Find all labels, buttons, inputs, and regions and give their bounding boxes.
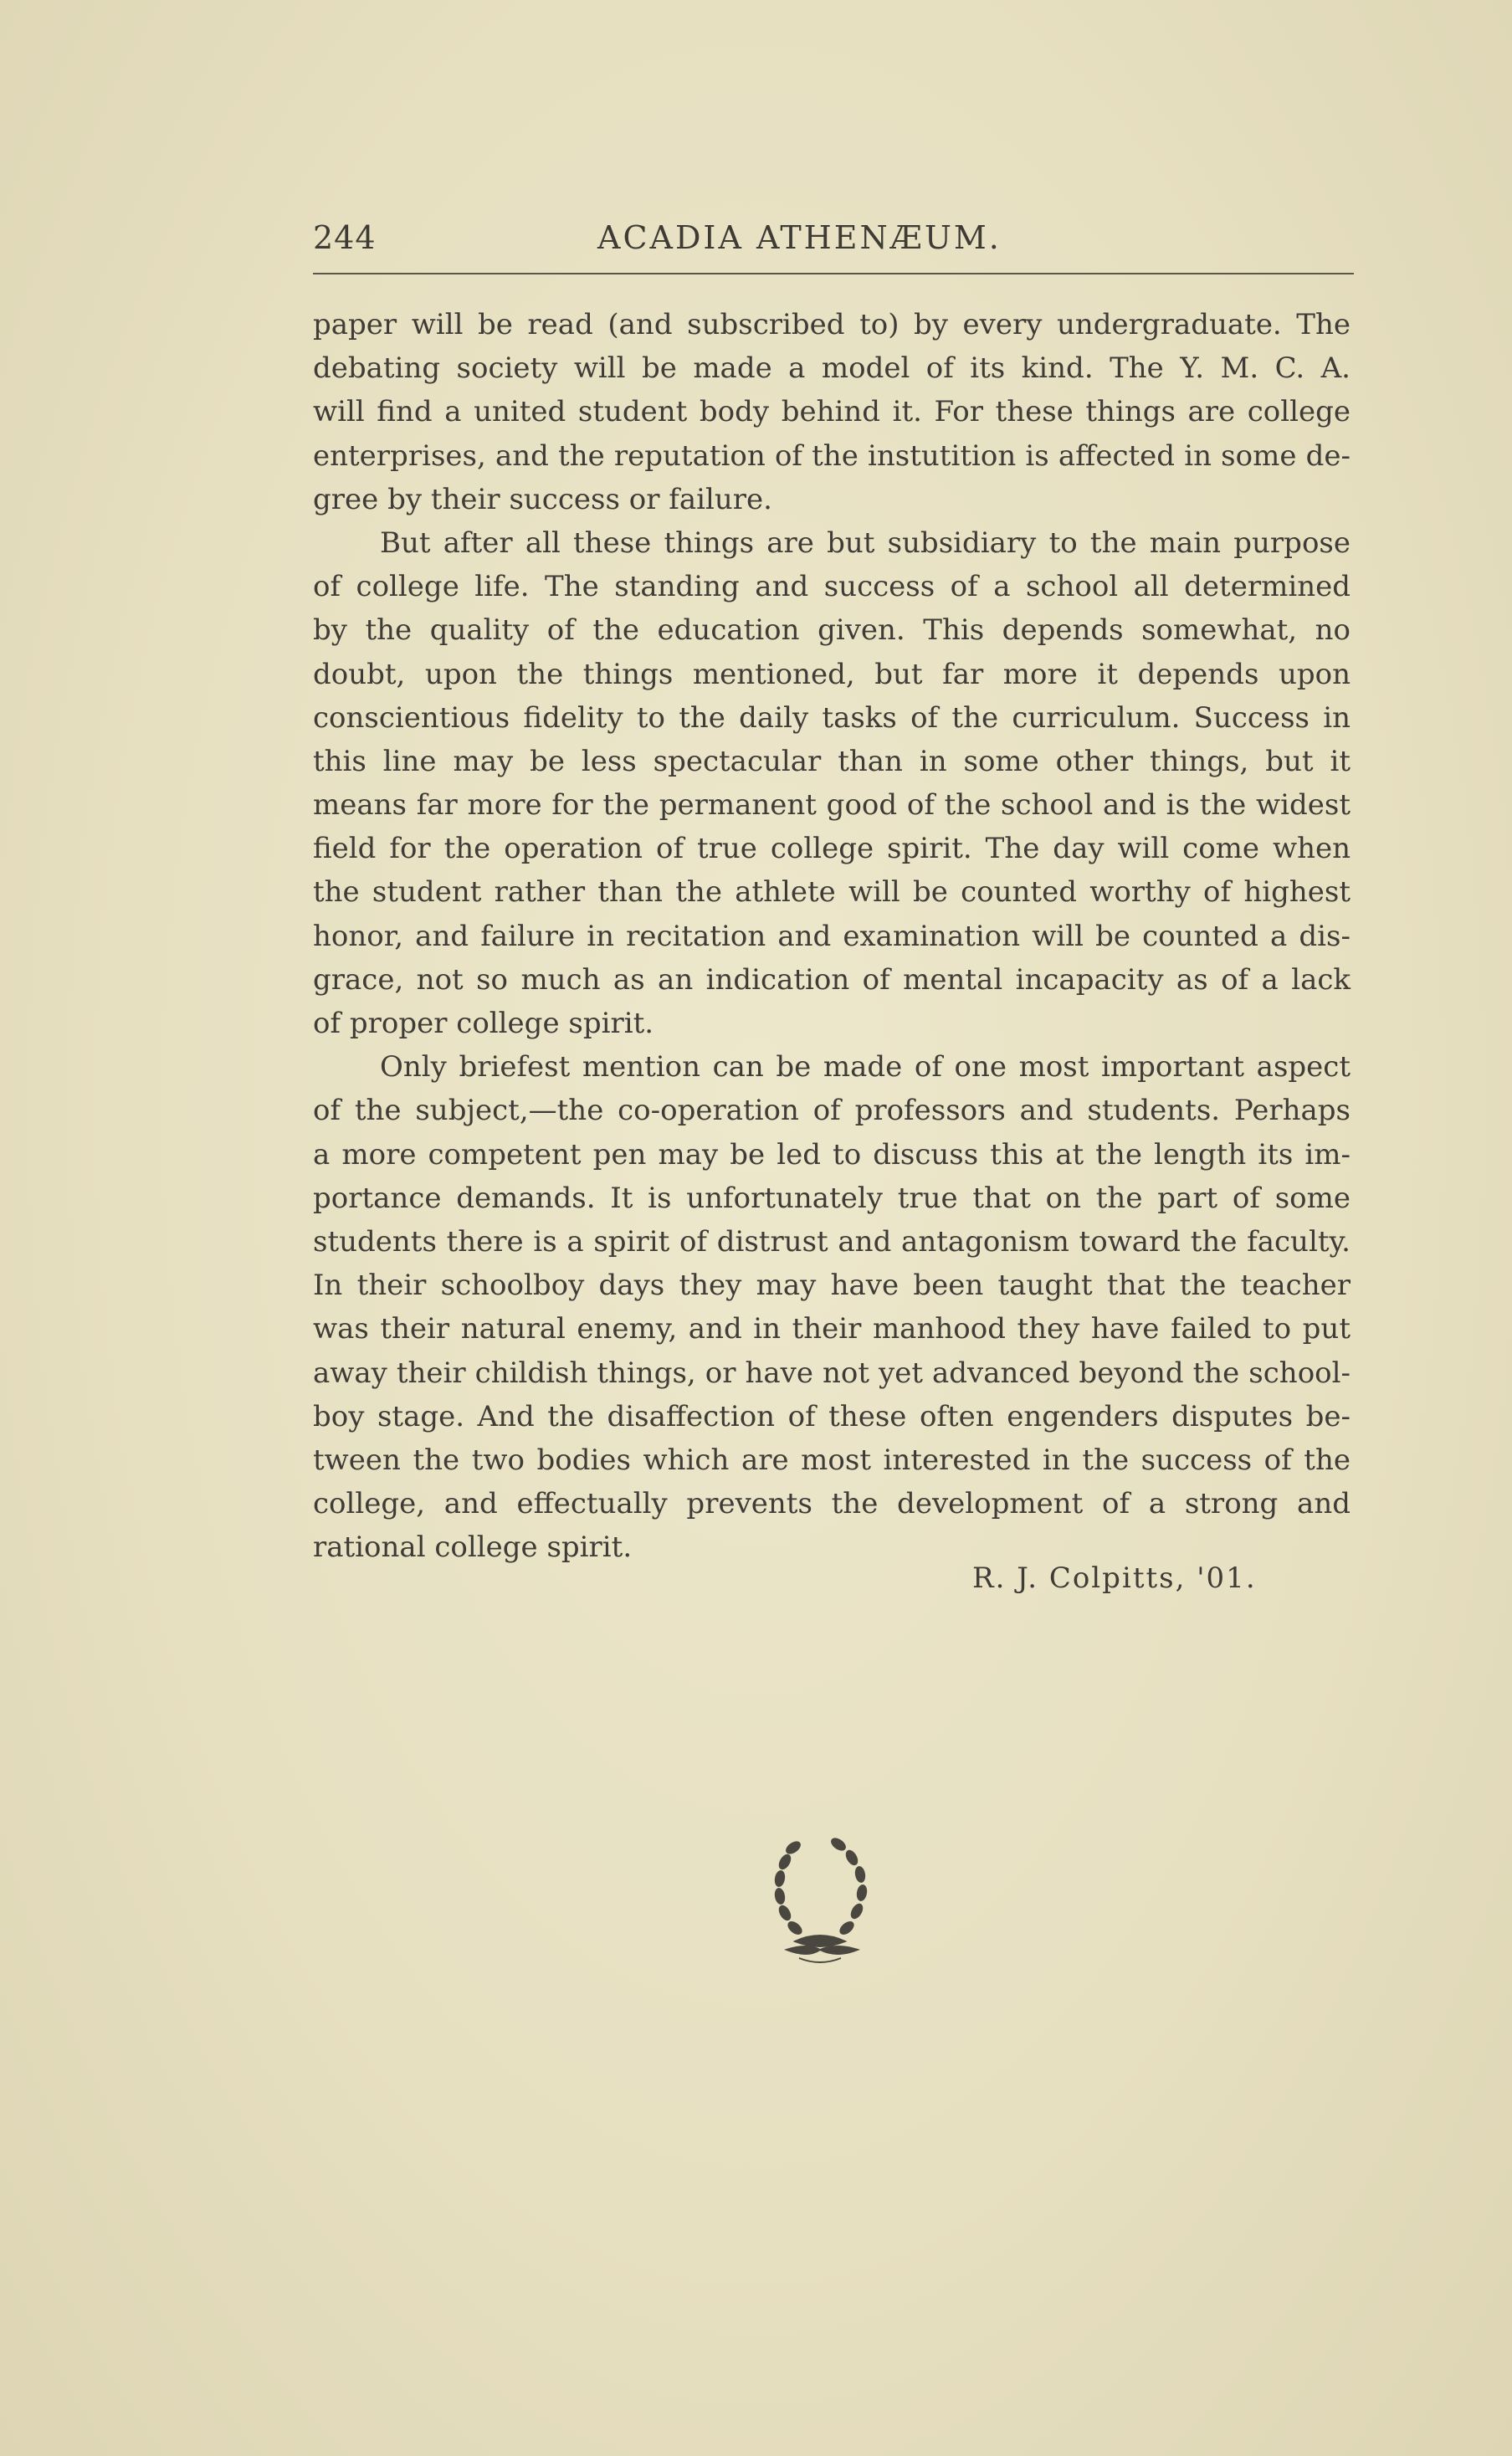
text-line: tween the two bodies which are most interested in the success of the — [313, 1443, 1351, 1477]
text-line: boy stage. And the disaffection of these often engenders disputes be- — [313, 1399, 1351, 1433]
text-line: college, and effectually prevents the development of a strong and — [313, 1487, 1351, 1521]
text-line: In their schoolboy days they may have been taught that the teacher — [313, 1269, 1351, 1303]
text-line: students there is a spirit of distrust and antagonism toward the faculty. — [313, 1224, 1351, 1259]
header-rule — [313, 273, 1354, 274]
text-line: the student rather than the athlete will be counted worthy of highest — [313, 875, 1351, 910]
text-line: gree by their success or failure. — [313, 482, 772, 516]
text-line: paper will be read (and subscribed to) by every undergraduate. The — [313, 308, 1351, 341]
text-line: honor, and failure in recitation and examination will be counted a dis- — [313, 919, 1351, 953]
paragraph-first-line: Only briefest mention can be made of one most important aspect — [380, 1050, 1351, 1084]
text-line: enterprises, and the reputation of the instutition is affected in some de- — [313, 438, 1351, 473]
text-line: conscientious fidelity to the daily tasks of the curriculum. Success in — [313, 700, 1351, 735]
text-line: means far more for the permanent good of the school and is the widest — [313, 788, 1351, 823]
text-line: grace, not so much as an indication of mental incapacity as of a lack — [313, 962, 1351, 997]
text-line: this line may be less spectacular than in some other things, but it — [313, 744, 1351, 778]
text-line: of college life. The standing and success of a school all determined — [313, 570, 1351, 604]
paragraph-first-line: But after all these things are but subsidiary to the main purpose — [380, 526, 1351, 560]
text-line: away their childish things, or have not yet advanced beyond the school- — [313, 1356, 1351, 1390]
author-signature: R. J. Colpitts, '01. — [972, 1561, 1257, 1595]
text-line: doubt, upon the things mentioned, but far more it depends upon — [313, 657, 1351, 691]
text-line: a more competent pen may be led to discuss this at the length its im- — [313, 1137, 1351, 1172]
page-header — [313, 219, 1351, 269]
text-line: was their natural enemy, and in their manhood they have failed to put — [313, 1312, 1351, 1346]
text-line: by the quality of the education given. This depends somewhat, no — [313, 613, 1351, 648]
text-line: rational college spirit. — [313, 1531, 633, 1565]
page-number: 244 — [313, 219, 377, 256]
article-body — [313, 303, 1351, 1569]
text-line: portance demands. It is unfortunately true that on the part of some — [313, 1181, 1351, 1215]
text-line: field for the operation of true college spirit. The day will come when — [313, 832, 1351, 866]
text-line: of the subject,—the co-operation of professors and students. Perhaps — [313, 1094, 1351, 1128]
laurel-wreath-icon — [761, 1824, 887, 1992]
running-title: ACADIA ATHENÆUM. — [597, 219, 1002, 256]
text-line: of proper college spirit. — [313, 1007, 654, 1040]
text-line: debating society will be made a model of its kind. The Y. M. C. A. — [313, 351, 1351, 386]
text-line: will find a united student body behind it. For these things are college — [313, 395, 1351, 429]
